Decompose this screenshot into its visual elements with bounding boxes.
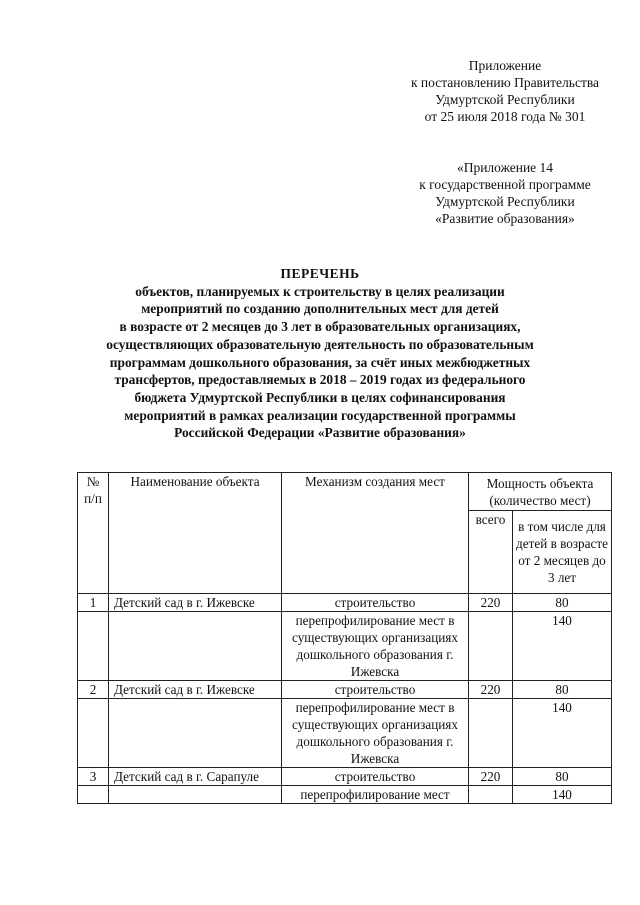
cell-name: Детский сад в г. Сарапуле: [109, 768, 282, 786]
table-row: [78, 699, 612, 768]
document-title: [80, 265, 560, 442]
cell-mechanism: перепрофилирование мест в существующих организациях дошкольного образования г. Ижевска: [282, 612, 469, 681]
cell-total: [469, 786, 513, 804]
cell-children: 80: [513, 681, 612, 699]
cell-name: Детский сад в г. Ижевске: [109, 681, 282, 699]
appendix-line: к государственной программе: [419, 177, 591, 192]
cell-num: 3: [78, 768, 109, 786]
title-line: бюджета Удмуртской Республики в целях софинансирования: [134, 389, 506, 405]
title-line: в возрасте от 2 месяцев до 3 лет в образовательных организациях,: [119, 319, 521, 335]
table-row: [78, 612, 612, 681]
table-row: [78, 768, 612, 786]
cell-num: 1: [78, 594, 109, 612]
cell-mechanism: строительство: [282, 681, 469, 699]
appendix-line: Удмуртской Республики: [435, 92, 575, 107]
cell-children: 140: [513, 699, 612, 768]
cell-children: 80: [513, 768, 612, 786]
cell-mechanism: строительство: [282, 594, 469, 612]
header-total: всего: [469, 511, 513, 594]
table-row: [78, 786, 612, 804]
cell-name: Детский сад в г. Ижевске: [109, 594, 282, 612]
appendix-line: «Приложение 14: [456, 160, 554, 175]
cell-num: [78, 786, 109, 804]
header-mechanism: Механизм создания мест: [282, 473, 469, 594]
cell-children: 140: [513, 786, 612, 804]
appendix-resolution-reference: [385, 57, 625, 125]
title-line: объектов, планируемых к строительству в целях реализации: [135, 283, 505, 299]
title-line: мероприятий по созданию дополнительных мест для детей: [141, 301, 499, 317]
table-row: [78, 594, 612, 612]
table-row: [78, 681, 612, 699]
title-line: программам дошкольного образования, за счёт иных межбюджетных: [109, 354, 531, 370]
cell-total: 220: [469, 768, 513, 786]
cell-mechanism: строительство: [282, 768, 469, 786]
cell-total: [469, 612, 513, 681]
header-num: № п/п: [78, 473, 109, 594]
appendix-program-reference: [385, 159, 625, 227]
cell-total: 220: [469, 594, 513, 612]
cell-total: 220: [469, 681, 513, 699]
appendix-line: «Развитие образования»: [435, 211, 575, 226]
appendix-line: к постановлению Правительства: [410, 75, 600, 90]
cell-name: [109, 612, 282, 681]
title-line: осуществляющих образовательную деятельность по образовательным: [106, 336, 534, 352]
cell-name: [109, 786, 282, 804]
title-line: мероприятий в рамках реализации государственной программы: [124, 407, 516, 423]
cell-name: [109, 699, 282, 768]
header-name: Наименование объекта: [109, 473, 282, 594]
objects-table: [77, 472, 612, 804]
header-children: в том числе для детей в возрасте от 2 месяцев до 3 лет: [513, 511, 612, 594]
appendix-line: Приложение: [468, 58, 542, 73]
title-line: трансфертов, предоставляемых в 2018 – 2019 годах из федерального: [114, 372, 526, 388]
cell-total: [469, 699, 513, 768]
cell-mechanism: перепрофилирование мест: [282, 786, 469, 804]
title-line: Российской Федерации «Развитие образования»: [174, 425, 466, 441]
title-heading: ПЕРЕЧЕНЬ: [280, 266, 360, 281]
cell-num: 2: [78, 681, 109, 699]
cell-mechanism: перепрофилирование мест в существующих организациях дошкольного образования г. Ижевска: [282, 699, 469, 768]
cell-children: 140: [513, 612, 612, 681]
appendix-line: от 25 июля 2018 года № 301: [424, 109, 586, 124]
cell-num: [78, 612, 109, 681]
header-capacity: Мощность объекта (количество мест): [469, 473, 612, 511]
appendix-line: Удмуртской Республики: [435, 194, 575, 209]
cell-num: [78, 699, 109, 768]
cell-children: 80: [513, 594, 612, 612]
